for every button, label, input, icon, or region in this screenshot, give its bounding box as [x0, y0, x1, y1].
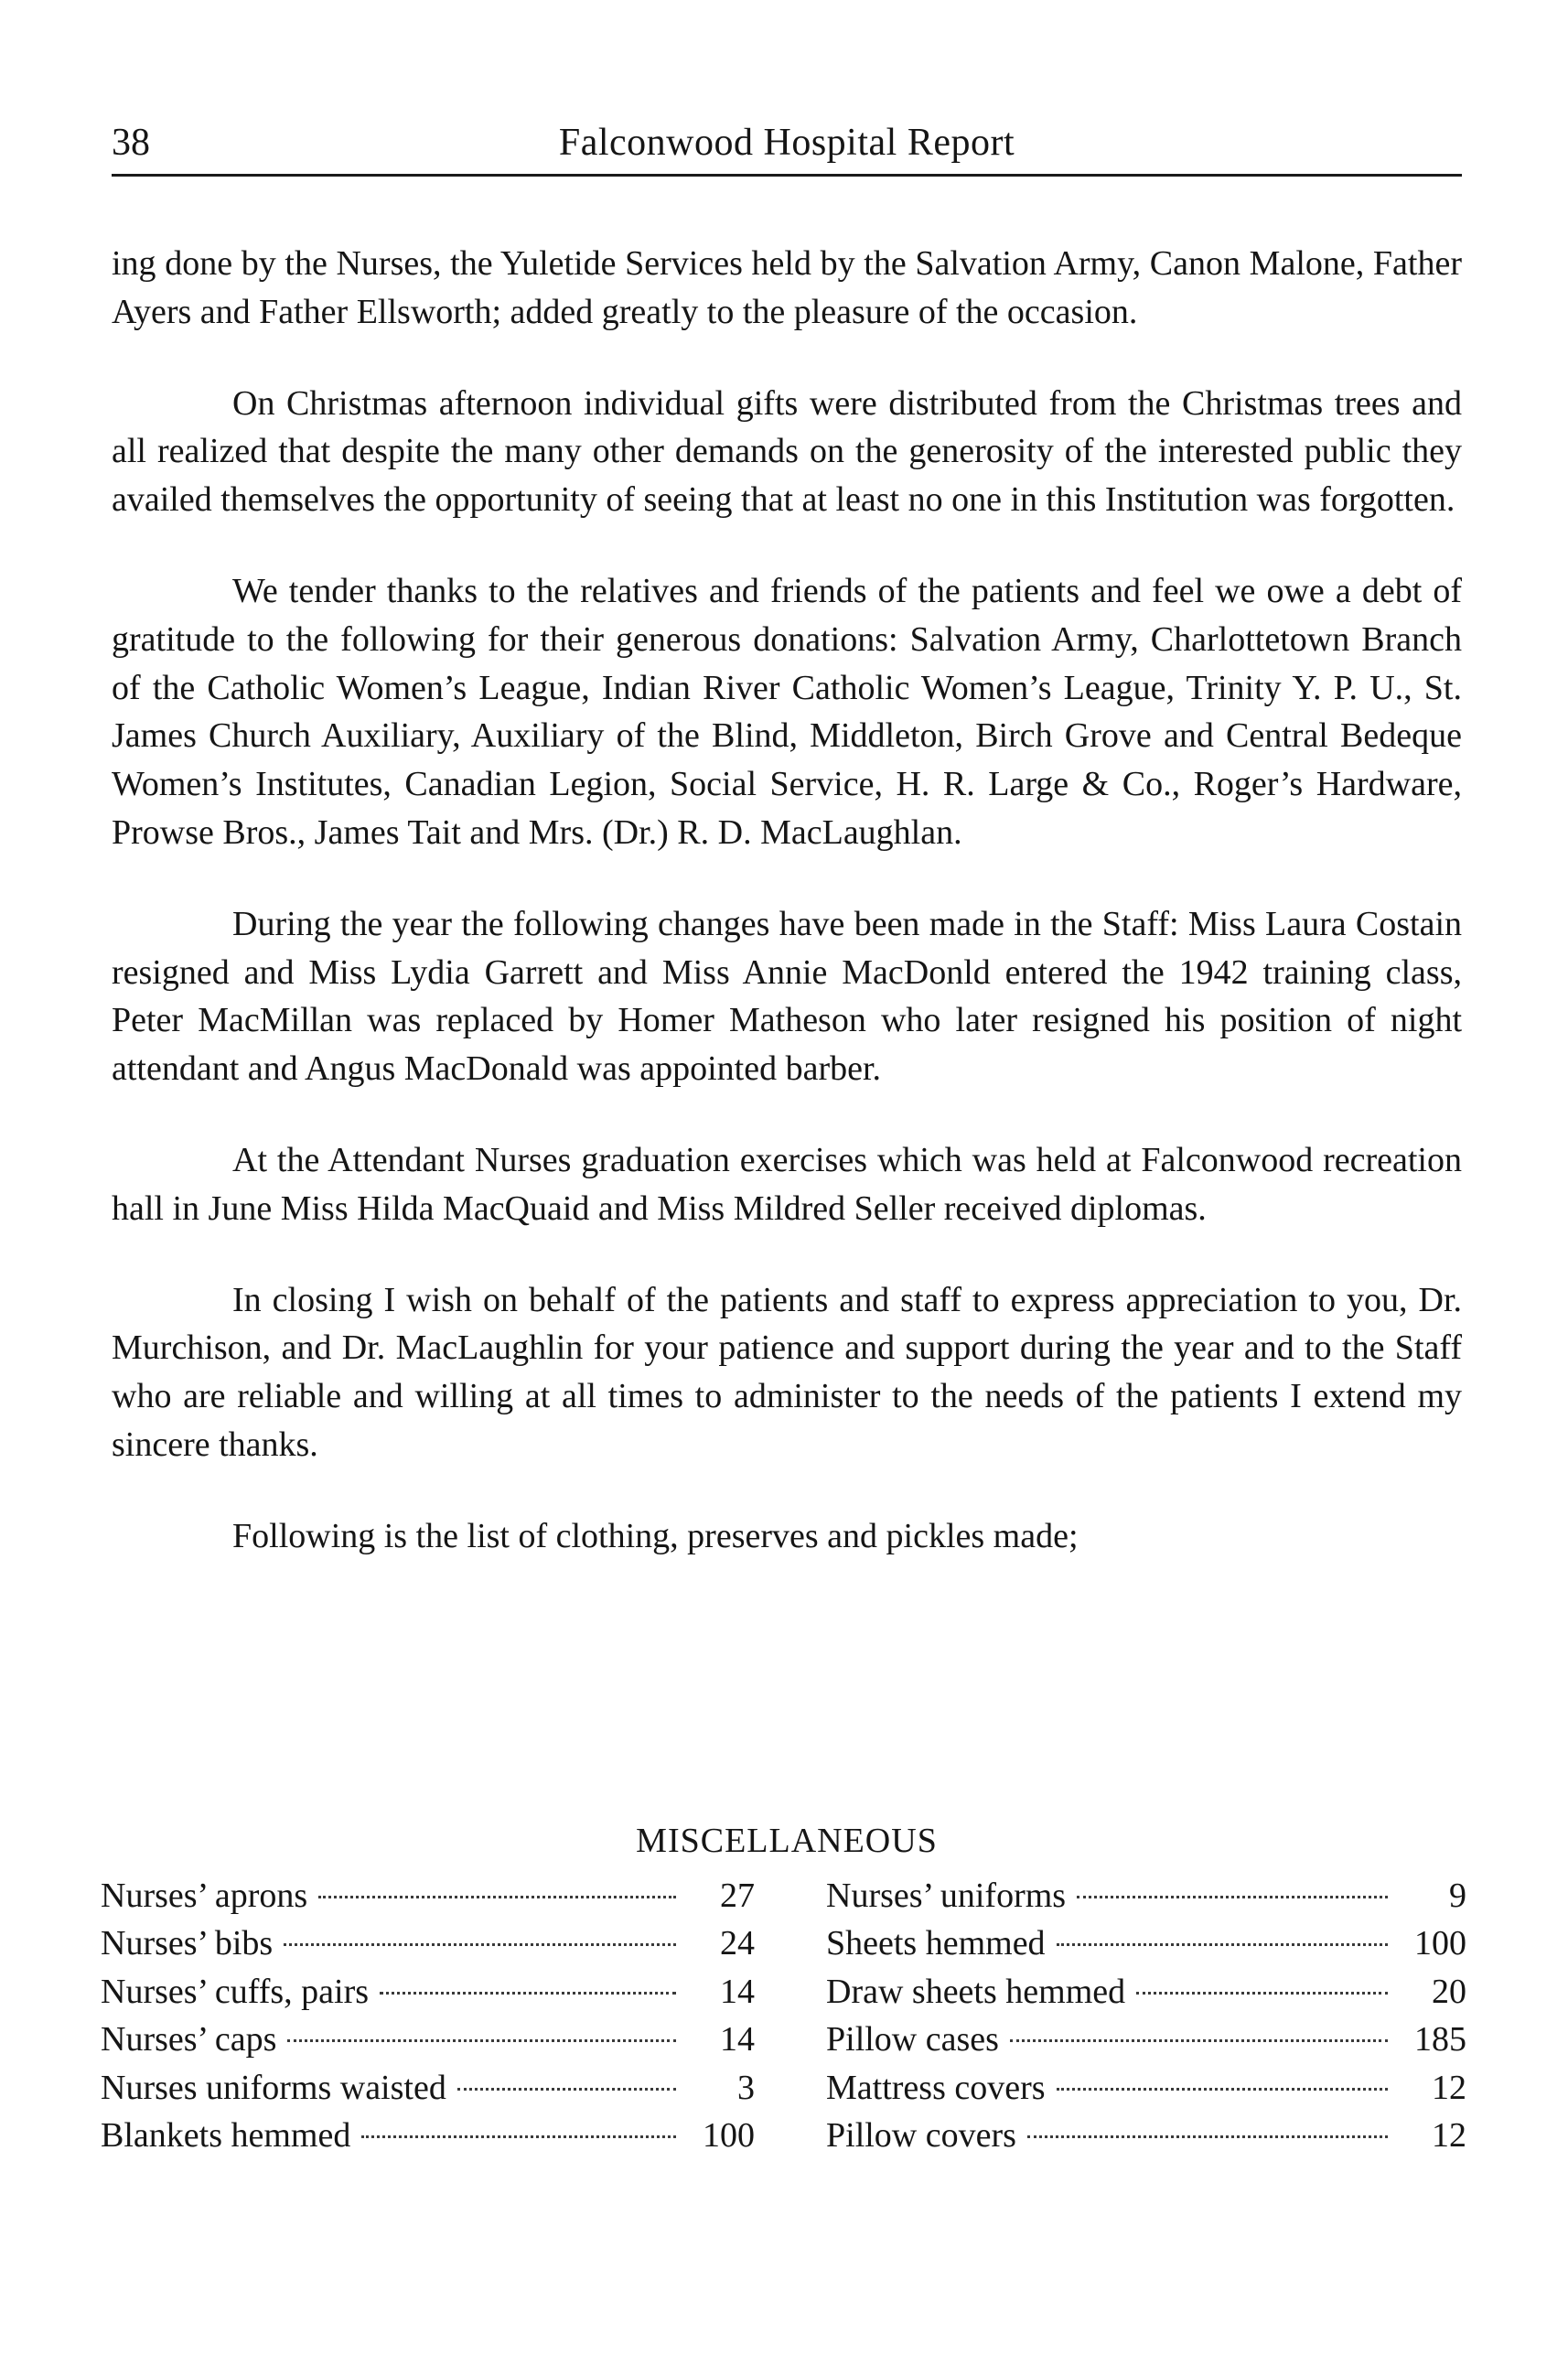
item-quantity: 3 — [737, 2068, 755, 2107]
item-name: Sheets hemmed — [826, 1924, 1046, 1963]
item-name: Draw sheets hemmed — [826, 1972, 1126, 2011]
list-item — [826, 1968, 1466, 2016]
list-item — [826, 1872, 1466, 1919]
page-number: 38 — [112, 122, 150, 164]
list-item — [101, 2064, 755, 2112]
item-quantity: 100 — [703, 2115, 755, 2155]
list-item — [826, 2016, 1466, 2063]
list-item — [826, 2112, 1466, 2159]
dot-leader — [1057, 2088, 1388, 2091]
dot-leader — [1010, 2039, 1388, 2042]
dot-leader — [380, 1992, 676, 1995]
dot-leader — [1057, 1943, 1388, 1946]
list-item — [101, 1872, 755, 1919]
dot-leader — [1136, 1992, 1388, 1995]
paragraph-christmas-gifts: On Christmas afternoon individual gifts were distributed from the Christmas trees and all realized that despite the many other demands on the generosity of the interested public they availed themselves the opportunity of seeing that at least no one in this Institution was forgotten. — [112, 383, 1462, 520]
item-name: Nurses’ uniforms — [826, 1876, 1067, 1915]
item-name: Pillow cases — [826, 2020, 999, 2059]
item-quantity: 12 — [1432, 2068, 1466, 2107]
list-item — [826, 2064, 1466, 2112]
item-name: Blankets hemmed — [101, 2115, 351, 2155]
paragraph-list-intro: Following is the list of clothing, preserves and pickles made; — [232, 1516, 1079, 1555]
item-name: Nurses uniforms waisted — [101, 2068, 446, 2107]
dot-leader — [287, 2039, 676, 2042]
paragraph-graduation: At the Attendant Nurses graduation exercises which was held at Falconwood recreation hall in June Miss Hilda MacQuaid and Miss Mildred Seller received diplomas. — [112, 1140, 1462, 1228]
item-name: Nurses’ cuffs, pairs — [101, 1972, 370, 2011]
dot-leader — [361, 2135, 676, 2138]
item-quantity: 14 — [720, 2020, 755, 2059]
item-quantity: 9 — [1449, 1876, 1466, 1915]
item-column-right — [826, 1872, 1466, 2159]
body-text — [112, 240, 1462, 1604]
item-quantity: 20 — [1432, 1972, 1466, 2011]
running-header — [112, 117, 1462, 177]
item-name: Nurses’ bibs — [101, 1924, 274, 1963]
list-item — [101, 2016, 755, 2063]
list-item — [101, 2112, 755, 2159]
dot-leader — [1027, 2135, 1388, 2138]
item-name: Mattress covers — [826, 2068, 1046, 2107]
paragraph-staff-changes: During the year the following changes have been made in the Staff: Miss Laura Costain resigned and Miss Lydia Garrett and Miss Annie MacDonld entered the 1942 training class, Peter MacMillan was replaced by Homer Matheson who later resigned his position of night attendant and Angus MacDonald was appointed barber. — [112, 904, 1462, 1089]
item-quantity: 12 — [1432, 2115, 1466, 2155]
item-column-left — [101, 1872, 755, 2159]
list-item — [101, 1919, 755, 1967]
item-name: Nurses’ caps — [101, 2020, 277, 2059]
dot-leader — [318, 1896, 676, 1898]
item-quantity: 14 — [720, 1972, 755, 2011]
item-quantity: 27 — [720, 1876, 755, 1915]
item-name: Pillow covers — [826, 2115, 1016, 2155]
dot-leader — [1077, 1896, 1388, 1898]
header-title: Falconwood Hospital Report — [558, 122, 1015, 164]
item-quantity: 24 — [720, 1924, 755, 1963]
dot-leader — [457, 2088, 676, 2091]
item-quantity: 185 — [1414, 2020, 1466, 2059]
paragraph-continued: ing done by the Nurses, the Yuletide Services held by the Salvation Army, Canon Malone, Father Ayers and Father Ellsworth; added greatly to the pleasure of the occasion. — [112, 244, 1462, 331]
item-quantity: 100 — [1414, 1924, 1466, 1963]
list-title: MISCELLANEOUS — [636, 1822, 938, 1860]
list-item — [101, 1968, 755, 2016]
item-name: Nurses’ aprons — [101, 1876, 308, 1915]
paragraph-thanks-donations: We tender thanks to the relatives and friends of the patients and feel we owe a debt of gratitude to the following for their generous donations: Salvation Army, Charlottetown Branch of the Catholic Women’s League, Indian River Catholic Women’s League, Trinity Y. P. U., St. James Church Auxiliary, Auxiliary of the Blind, Middleton, Birch Grove and Central Bedeque Women’s Institutes, Canadian Legion, Social Service, H. R. Large & Co., Roger’s Hardware, Prowse Bros., James Tait and Mrs. (Dr.) R. D. MacLaughlan. — [112, 571, 1462, 852]
dot-leader — [284, 1943, 676, 1946]
list-item — [826, 1919, 1466, 1967]
paragraph-closing: In closing I wish on behalf of the patients and staff to express appreciation to you, Dr. Murchison, and Dr. MacLaughlin for your patience and support during the year and to the Staff who are reliable and willing at all times to administer to the needs of the patients I extend my sincere thanks. — [112, 1280, 1462, 1464]
